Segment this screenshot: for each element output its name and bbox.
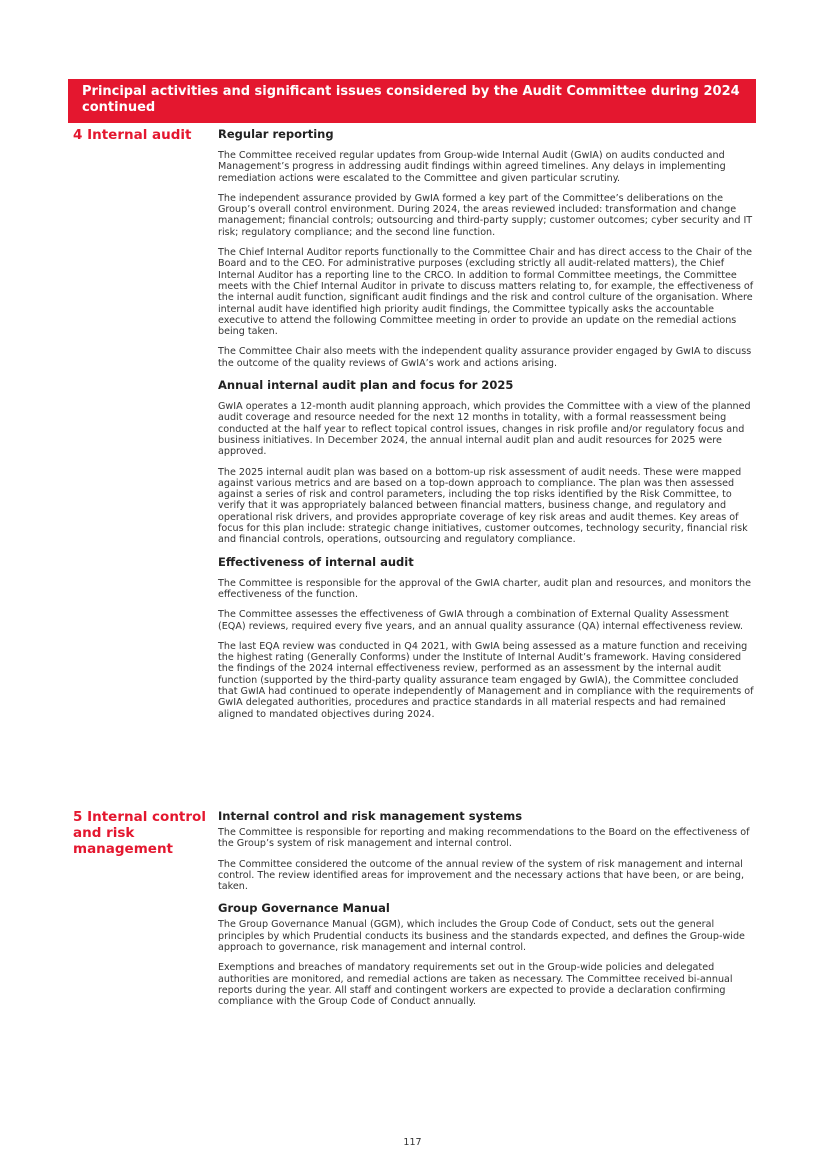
subsection-heading: Regular reporting — [218, 127, 334, 141]
paragraph: The Committee considered the outcome of the annual review of the system of risk management and internal control. The review identified areas for improvement and the necessary actions that have been, or are being, taken. — [218, 858, 745, 893]
paragraph: The Committee is responsible for reporting and making recommendations to the Board on the effectiveness of the Group’s system of risk management and internal control. — [218, 827, 750, 850]
paragraph: The Committee received regular updates from Group-wide Internal Audit (GwIA) on audits conducted and Management’s progress in addressing audit findings within agreed timelines. Any delays in implementing remediation actions were escalated to the Committee and given particular scrutiny. — [218, 150, 726, 184]
banner-title: Principal activities and significant issues considered by the Audit Committee during 2024 continued — [82, 84, 740, 115]
paragraph: The Group Governance Manual (GGM), which includes the Group Code of Conduct, sets out the general principles by which Prudential conducts its business and the standards expected, and defines the Group-wide approach to governance, risk management and internal control. — [218, 919, 745, 954]
section-label: 4 Internal audit — [73, 127, 192, 143]
paragraph: The Chief Internal Auditor reports functionally to the Committee Chair and has direct access to the Chair of the Board and to the CEO. For administrative purposes (excluding strictly all audit-related matters), the Chief Internal Auditor has a reporting line to the CRCO. In addition to formal Committee meetings, the Committee meets with the Chief Internal Auditor in private to discuss matters relating to, for example, the effectiveness of the internal audit function, significant audit findings and the risk and control culture of the organisation. Where internal audit have identified high priority audit findings, the Committee typically asks the accountable executive to attend the following Committee meeting in order to provide an update on the remedial actions being taken. — [218, 247, 754, 338]
subsection-heading: Internal control and risk management systems — [218, 809, 523, 823]
section-banner — [68, 79, 756, 123]
paragraph: The Committee Chair also meets with the independent quality assurance provider engaged by GwIA to discuss the outcome of the quality reviews of GwIA’s work and actions arising. — [218, 346, 752, 369]
subsection-heading: Annual internal audit plan and focus for 2025 — [218, 378, 514, 393]
paragraph: Exemptions and breaches of mandatory requirements set out in the Group-wide policies and delegated authorities are monitored, and remedial actions are taken as necessary. The Committee received bi-annual reports during the year. All staff and contingent workers are expected to provide a declaration confirming compliance with the Group Code of Conduct annually. — [218, 962, 733, 1008]
section-label: 5 Internal control and risk management — [73, 809, 206, 857]
section-body — [218, 127, 754, 729]
paragraph: GwIA operates a 12-month audit planning approach, which provides the Committee with a view of the planned audit coverage and resource needed for the next 12 months in totality, with a formal reassessment being conducted at the half year to reflect topical control issues, changes in risk profile and/or regulatory focus and business initiatives. In December 2024, the annual internal audit plan and audit resources for 2025 were approved. — [218, 401, 751, 458]
paragraph: The last EQA review was conducted in Q4 2021, with GwIA being assessed as a mature function and receiving the highest rating (Generally Conforms) under the Institute of Internal Audit’s framework. Having considered the findings of the 2024 internal effectiveness review, performed as an assessment by the internal audit function (supported by the third-party quality assurance team engaged by GwIA), the Committee concluded that GwIA had continued to operate independently of Management and in compliance with the requirements of GwIA delegated authorities, procedures and practice standards in all material respects and had remained aligned to mandated objectives during 2024. — [218, 640, 754, 720]
paragraph: The Committee is responsible for the approval of the GwIA charter, audit plan and resources, and monitors the effectiveness of the function. — [218, 577, 752, 600]
subsection-heading: Effectiveness of internal audit — [218, 554, 414, 569]
paragraph: The independent assurance provided by GwIA formed a key part of the Committee’s deliberations on the Group’s overall control environment. During 2024, the areas reviewed included: transformation and change management; financial controls; outsourcing and third-party supply; customer outcomes; cyber security and IT risk; regulatory compliance; and the second line function. — [218, 192, 753, 238]
paragraph: The 2025 internal audit plan was based on a bottom-up risk assessment of audit needs. These were mapped against various metrics and are based on a top-down approach to compliance. The plan was then assessed against a series of risk and control parameters, including the top risks identified by the Risk Committee, to verify that it was appropriately balanced between financial matters, business change, and regulatory and operational risk drivers, and provides appropriate coverage of key risk areas and audit themes. Key areas of focus for this plan include: strategic change initiatives, customer outcomes, technology security, financial risk and financial controls, operations, outsourcing and regulatory compliance. — [218, 466, 748, 546]
page-number: 117 — [403, 1137, 422, 1148]
section-body — [218, 809, 754, 1017]
paragraph: The Committee assesses the effectiveness of GwIA through a combination of External Quality Assessment (EQA) reviews, required every five years, and an annual quality assurance (QA) internal effectiveness review. — [218, 609, 744, 632]
subsection-heading: Group Governance Manual — [218, 901, 390, 916]
